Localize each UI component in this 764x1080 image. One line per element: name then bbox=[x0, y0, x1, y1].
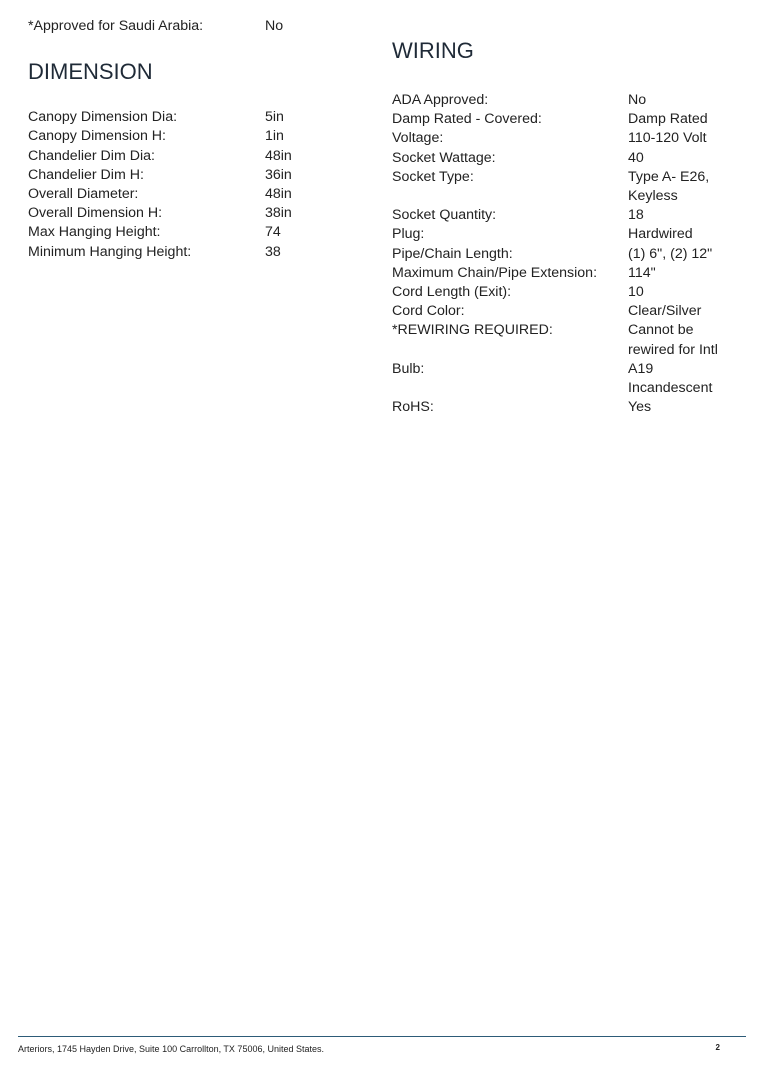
spec-value: 38 bbox=[265, 243, 281, 260]
spec-label: Overall Dimension H: bbox=[28, 205, 163, 222]
spec-value: 5in bbox=[265, 109, 284, 126]
spec-value: Keyless bbox=[628, 188, 678, 205]
wiring-heading: WIRING bbox=[392, 38, 474, 63]
spec-label: Canopy Dimension H: bbox=[28, 128, 166, 145]
footer-address: Arteriors, 1745 Hayden Drive, Suite 100 Carrollton, TX 75006, United States. bbox=[18, 1044, 324, 1054]
spec-value: (1) 6", (2) 12" bbox=[628, 245, 713, 262]
spec-label: *REWIRING REQUIRED: bbox=[392, 322, 553, 339]
footer-divider bbox=[18, 1036, 746, 1037]
dimension-heading: DIMENSION bbox=[28, 59, 153, 85]
spec-label: Voltage: bbox=[392, 130, 444, 147]
dimension-section bbox=[28, 17, 368, 262]
spec-label: Pipe/Chain Length: bbox=[392, 245, 513, 262]
spec-label: Cord Color: bbox=[392, 303, 465, 320]
spec-label-empty bbox=[392, 187, 628, 206]
spec-row bbox=[28, 127, 368, 146]
spec-label: Socket Type: bbox=[392, 168, 474, 185]
spec-row bbox=[392, 110, 752, 129]
spec-value: Type A- E26, bbox=[628, 168, 710, 185]
spec-row bbox=[392, 283, 752, 302]
spec-value: Damp Rated bbox=[628, 111, 708, 128]
spec-value: 38in bbox=[265, 205, 292, 222]
spec-row bbox=[392, 129, 752, 148]
spec-row bbox=[28, 243, 368, 262]
spec-value: 18 bbox=[628, 207, 644, 224]
spec-row bbox=[392, 149, 752, 168]
spec-value: A19 bbox=[628, 360, 654, 377]
spec-value: Yes bbox=[628, 399, 652, 416]
spec-value: 36in bbox=[265, 166, 292, 183]
spec-row bbox=[392, 264, 752, 283]
spec-label-empty bbox=[392, 379, 628, 398]
spec-label: Bulb: bbox=[392, 360, 425, 377]
spec-value: Cannot be bbox=[628, 322, 694, 339]
spec-label: Cord Length (Exit): bbox=[392, 284, 512, 301]
spec-row-continuation bbox=[392, 187, 752, 206]
spec-row bbox=[392, 321, 752, 340]
spec-row bbox=[392, 225, 752, 244]
wiring-section bbox=[392, 37, 752, 417]
spec-value: 40 bbox=[628, 149, 644, 166]
spec-label: Chandelier Dim Dia: bbox=[28, 147, 155, 164]
spec-row bbox=[392, 206, 752, 225]
spec-label: ADA Approved: bbox=[392, 92, 489, 108]
spec-label: Socket Quantity: bbox=[392, 207, 497, 224]
spec-row bbox=[392, 168, 752, 187]
spec-label: Max Hanging Height: bbox=[28, 224, 161, 241]
spec-value: No bbox=[628, 92, 647, 108]
spec-value: 10 bbox=[628, 284, 644, 301]
spec-label: *Approved for Saudi Arabia: bbox=[28, 18, 204, 34]
spec-value: 114" bbox=[628, 264, 656, 281]
spec-row-saudi bbox=[28, 17, 368, 36]
spec-value: Clear/Silver bbox=[628, 303, 702, 320]
spec-label: Canopy Dimension Dia: bbox=[28, 109, 178, 126]
spec-label: Minimum Hanging Height: bbox=[28, 243, 192, 260]
spec-row bbox=[392, 302, 752, 321]
spec-value: 48in bbox=[265, 186, 292, 203]
spec-value: rewired for Intl bbox=[628, 341, 718, 358]
page-number: 2 bbox=[715, 1043, 720, 1052]
spec-row bbox=[392, 91, 752, 110]
spec-value: 74 bbox=[265, 224, 281, 241]
spec-label: Chandelier Dim H: bbox=[28, 166, 144, 183]
spec-label: Maximum Chain/Pipe Extension: bbox=[392, 264, 598, 281]
spec-row bbox=[392, 398, 752, 417]
spec-row bbox=[28, 166, 368, 185]
spec-value: Incandescent bbox=[628, 380, 713, 397]
spec-row bbox=[28, 108, 368, 127]
spec-value: 110-120 Volt bbox=[628, 130, 707, 147]
spec-value: Hardwired bbox=[628, 226, 693, 243]
spec-row bbox=[28, 147, 368, 166]
spec-label: Overall Diameter: bbox=[28, 186, 139, 203]
spec-row bbox=[392, 245, 752, 264]
spec-label: Socket Wattage: bbox=[392, 149, 496, 166]
spec-value: No bbox=[265, 18, 284, 34]
spec-label: Plug: bbox=[392, 226, 425, 243]
spec-row bbox=[28, 204, 368, 223]
spec-label-empty bbox=[392, 341, 628, 360]
spec-row-continuation bbox=[392, 341, 752, 360]
spec-value: 48in bbox=[265, 147, 292, 164]
spec-label: Damp Rated - Covered: bbox=[392, 111, 542, 128]
spec-row-continuation bbox=[392, 379, 752, 398]
spec-value: 1in bbox=[265, 128, 284, 145]
spec-label: RoHS: bbox=[392, 399, 434, 416]
spec-row bbox=[392, 360, 752, 379]
spec-row bbox=[28, 223, 368, 242]
spec-row bbox=[28, 185, 368, 204]
